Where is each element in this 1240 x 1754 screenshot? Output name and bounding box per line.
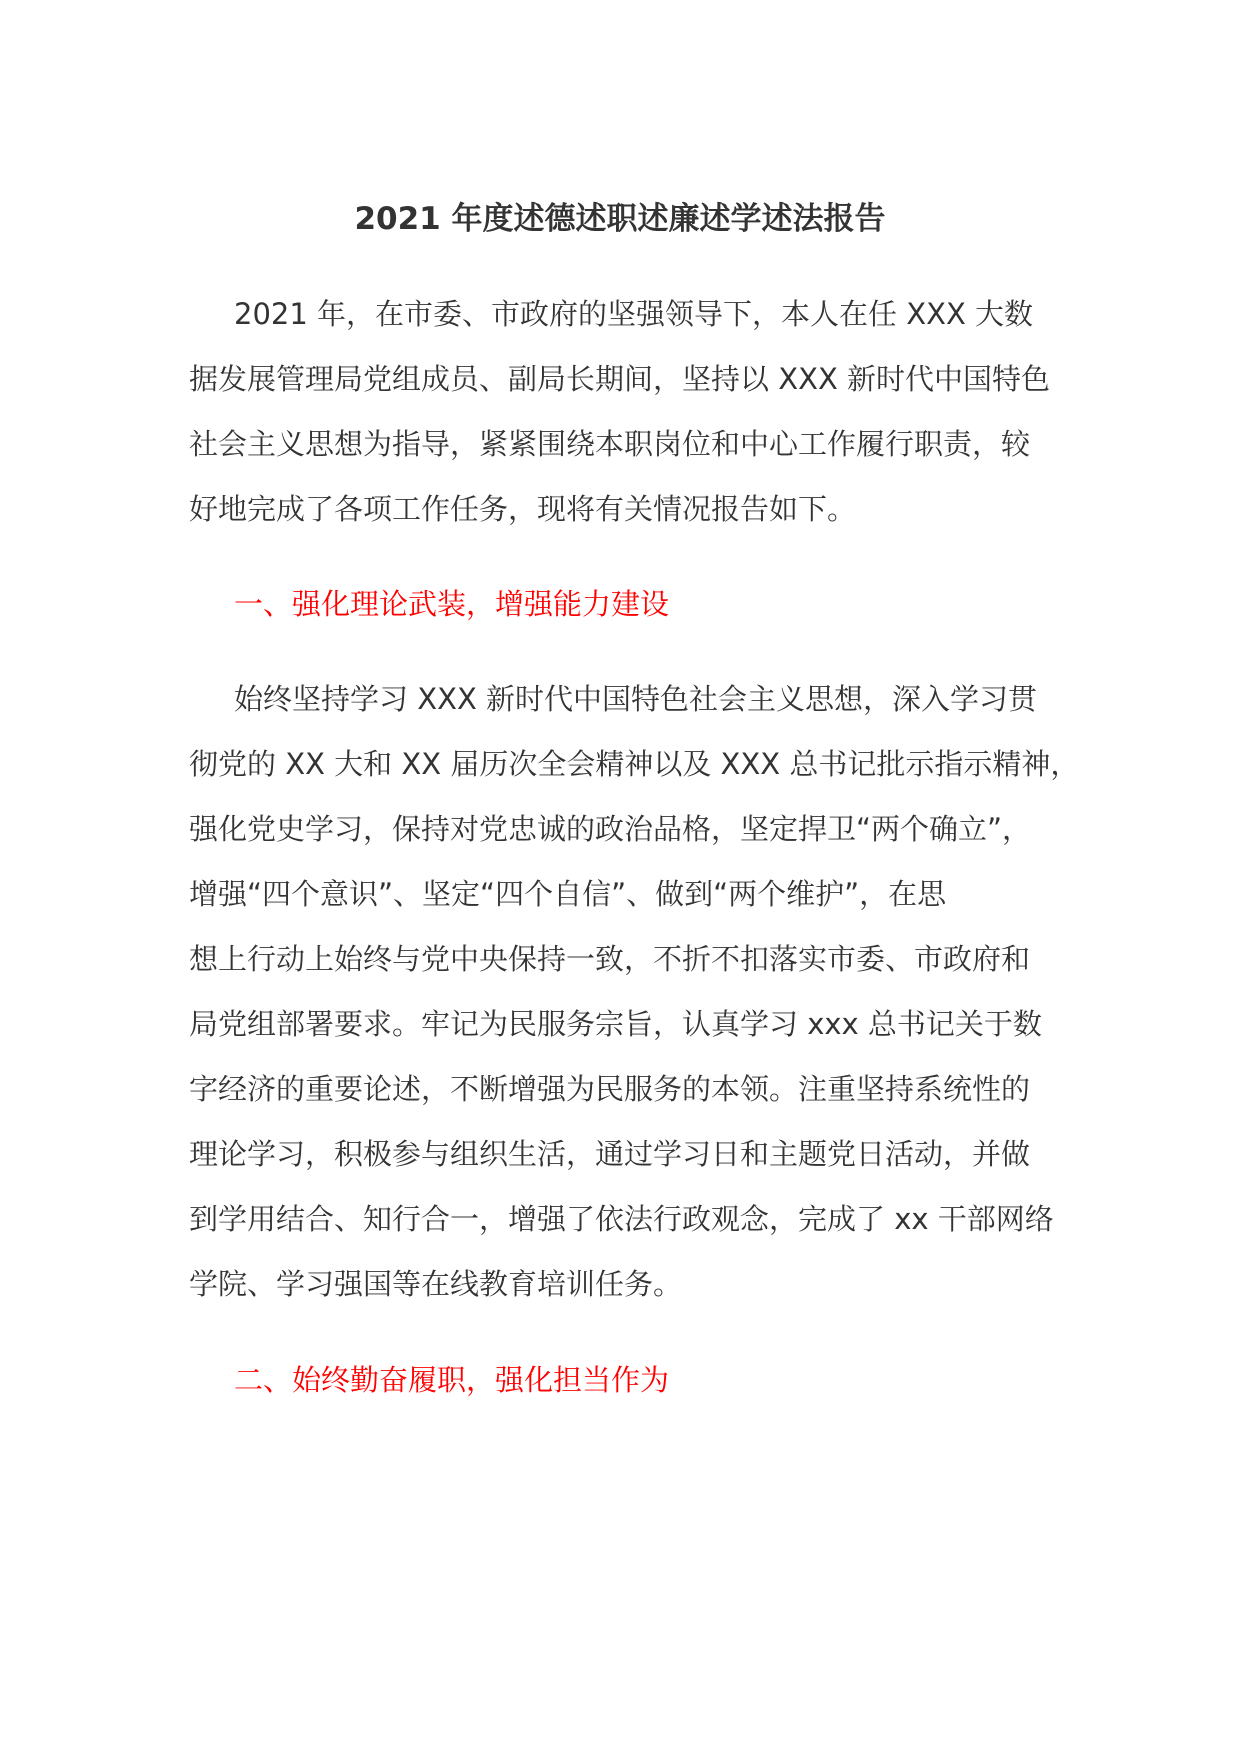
document-title: 2021 年度述德述职述廉述学述法报告 [354, 201, 886, 237]
paragraph-line: 想上行动上始终与党中央保持一致，不折不扣落实市委、市政府和 [189, 942, 1031, 976]
paragraph-line: 始终坚持学习 XXX 新时代中国特色社会主义思想，深入学习贯 [234, 682, 1038, 716]
paragraph-line: 到学用结合、知行合一，增强了依法行政观念，完成了 xx 干部网络 [189, 1202, 1054, 1236]
paragraph-line: 增强“四个意识”、坚定“四个自信”、做到“两个维护”，在思 [189, 877, 947, 911]
paragraph-line: 2021 年，在市委、市政府的坚强领导下，本人在任 XXX 大数 [234, 297, 1034, 331]
intro-paragraph [189, 282, 1069, 542]
section-heading-2: 二、始终勤奋履职，强化担当作为 [234, 1363, 670, 1397]
paragraph-line: 社会主义思想为指导，紧紧围绕本职岗位和中心工作履行职责，较 [189, 427, 1031, 461]
paragraph-line: 强化党史学习，保持对党忠诚的政治品格，坚定捍卫“两个确立”， [189, 812, 1032, 846]
paragraph-line: 彻党的 XX 大和 XX 届历次全会精神以及 XXX 总书记批示指示精神， [189, 747, 1080, 781]
paragraph-line: 据发展管理局党组成员、副局长期间，坚持以 XXX 新时代中国特色 [189, 362, 1051, 396]
section-1-paragraph [189, 667, 1080, 1317]
paragraph-line: 理论学习，积极参与组织生活，通过学习日和主题党日活动，并做 [189, 1137, 1031, 1171]
section-heading-1: 一、强化理论武装，增强能力建设 [234, 587, 670, 621]
paragraph-line: 局党组部署要求。牢记为民服务宗旨，认真学习 xxx 总书记关于数 [189, 1007, 1042, 1041]
paragraph-line: 字经济的重要论述，不断增强为民服务的本领。注重坚持系统性的 [189, 1072, 1031, 1106]
paragraph-line: 好地完成了各项工作任务，现将有关情况报告如下。 [189, 492, 857, 526]
paragraph-line: 学院、学习强国等在线教育培训任务。 [189, 1267, 683, 1301]
